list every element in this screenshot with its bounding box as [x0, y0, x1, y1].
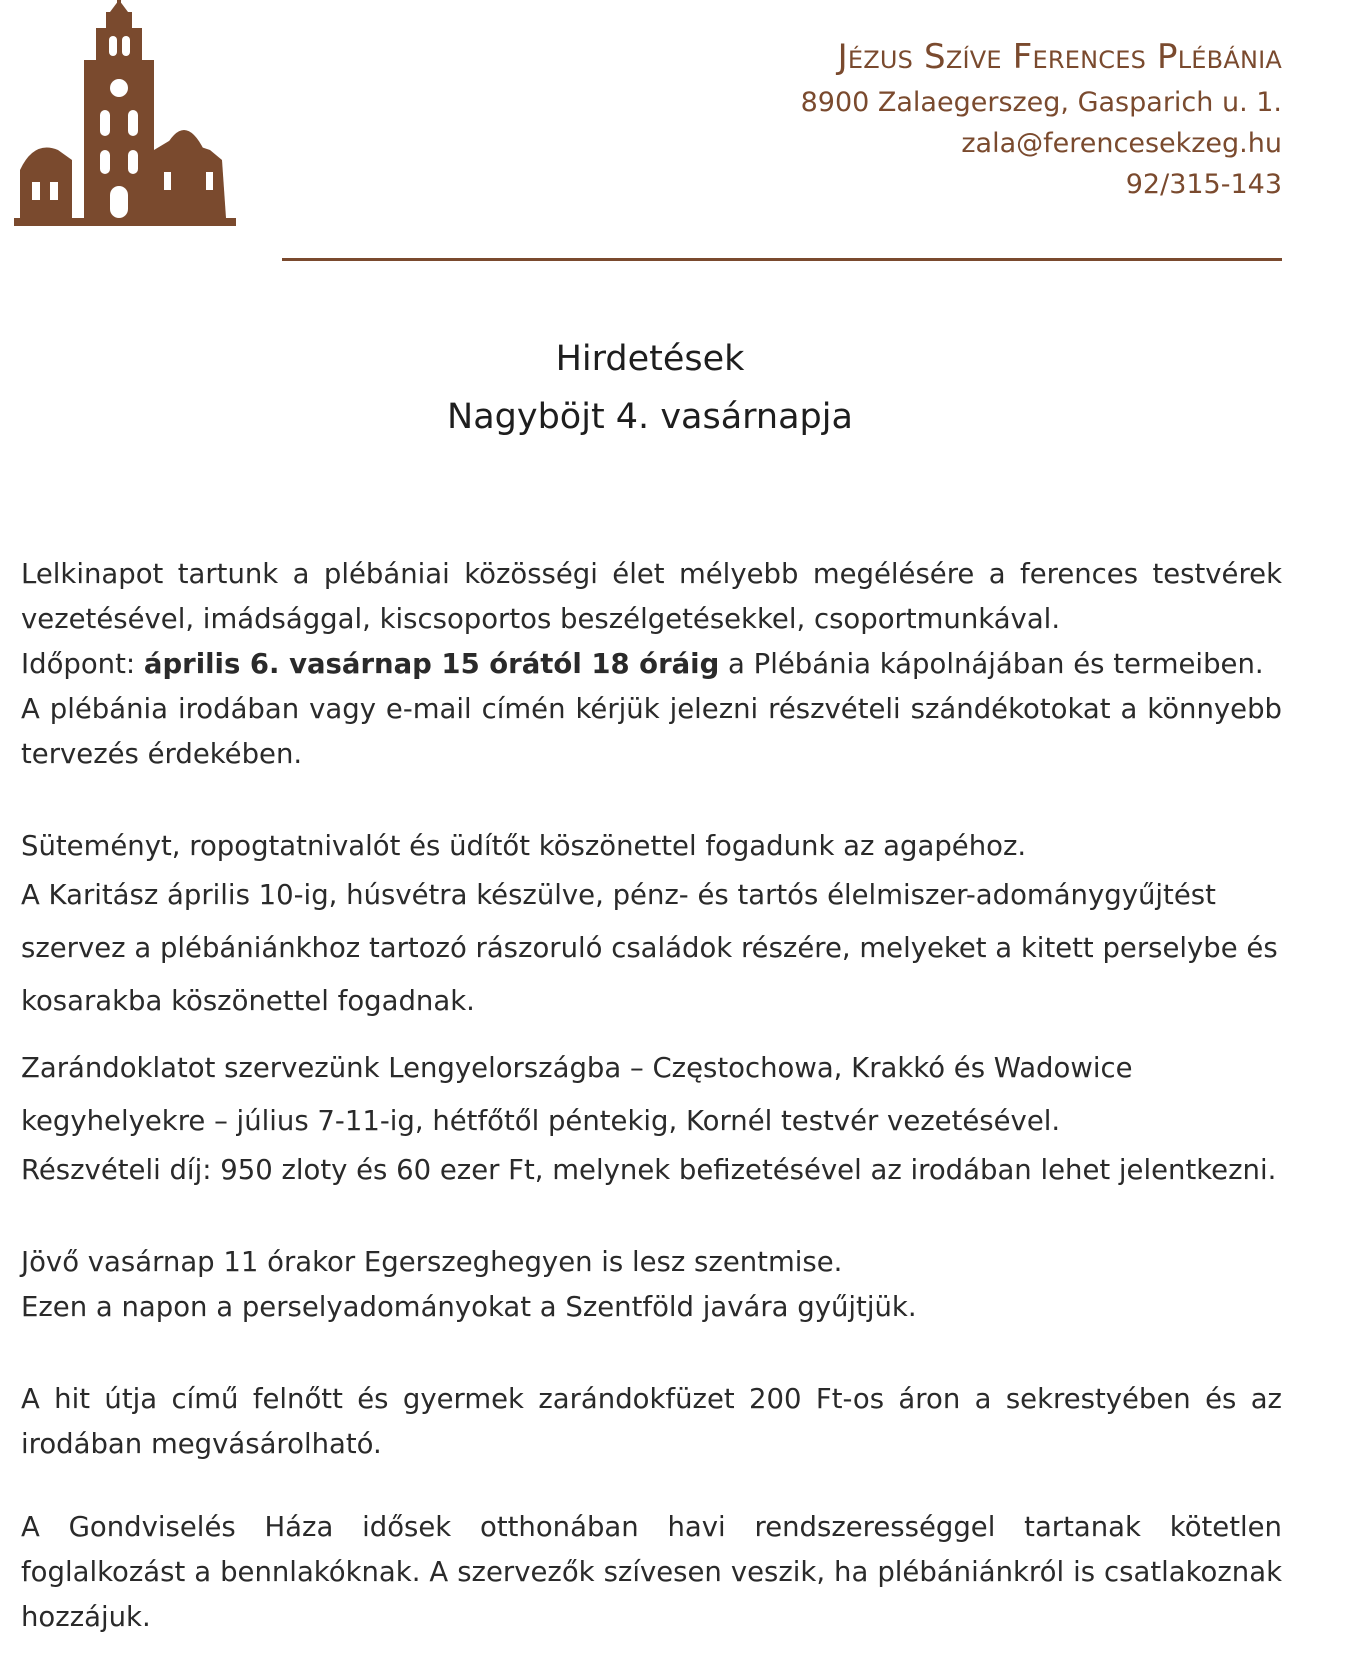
parish-address: 8900 Zalaegerszeg, Gasparich u. 1.: [800, 87, 1282, 118]
announcement-body: [21, 552, 1282, 1640]
parish-phone: 92/315-143: [1125, 169, 1282, 200]
pilgrimage-notice: Zarándoklatot szervezünk Lengyelországba – Częstochowa, Krakkó és Wadowice kegyhelyekre – július 7-11-ig, hétfőtől péntekig, Kornél testvér vezetésével.: [21, 1052, 1133, 1137]
parish-header: [801, 32, 1282, 205]
retreat-time: [21, 642, 1282, 687]
booklet-notice: A hit útja című felnőtt és gyermek zarándokfüzet 200 Ft-os áron a sekrestyében és az irodában megvásárolható.: [21, 1383, 1282, 1460]
retreat-time-rest: a Plébánia kápolnájában és termeiben.: [719, 648, 1264, 680]
header-divider: [282, 258, 1282, 261]
agape-notice: Süteményt, ropogtatnivalót és üdítőt köszönettel fogadunk az agapéhoz.: [21, 830, 1027, 862]
collection-notice: Ezen a napon a perselyadományokat a Szentföld javára gyűjtjük.: [21, 1291, 917, 1323]
church-logo-icon: [14, 0, 244, 240]
karitasz-notice: A Karitász április 10-ig, húsvétra készülve, pénz- és tartós élelmiszer-adománygyűjtést szervez a plébániánkhoz tartozó rászoruló családok részére, melyeket a kitett perselybe és kosarakba köszönettel fogadnak.: [21, 879, 1278, 1017]
retreat-signup: A plébánia irodában vagy e-mail címén kérjük jelezni részvételi szándékotokat a könnyebb tervezés érdekében.: [21, 693, 1282, 770]
mass-notice: Jövő vasárnap 11 órakor Egerszeghegyen is lesz szentmise.: [21, 1246, 843, 1278]
pilgrimage-fee: Részvételi díj: 950 zloty és 60 ezer Ft, melynek befizetésével az irodában lehet jelentkezni.: [21, 1154, 1277, 1186]
parish-name: Jézus Szíve Ferences Plébánia: [837, 37, 1282, 77]
parish-email: zala@ferencesekzeg.hu: [961, 128, 1282, 159]
retreat-time-label: Időpont:: [21, 648, 144, 680]
retreat-time-highlight: április 6. vasárnap 15 órától 18 óráig: [143, 648, 720, 680]
page-subtitle: Nagyböjt 4. vasárnapja: [447, 397, 853, 437]
announcement-title-block: [0, 330, 1300, 446]
elderly-home-notice: A Gondviselés Háza idősek otthonában havi rendszerességgel tartanak kötetlen foglalkozást a bennlakóknak. A szervezők szívesen veszik, ha plébániánkról is csatlakoznak hozzájuk.: [21, 1511, 1282, 1633]
page-title: Hirdetések: [555, 339, 745, 379]
retreat-intro: Lelkinapot tartunk a plébániai közösségi élet mélyebb megélésére a ferences testvérek vezetésével, imádsággal, kiscsoportos beszélgetésekkel, csoportmunkával.: [21, 558, 1282, 635]
